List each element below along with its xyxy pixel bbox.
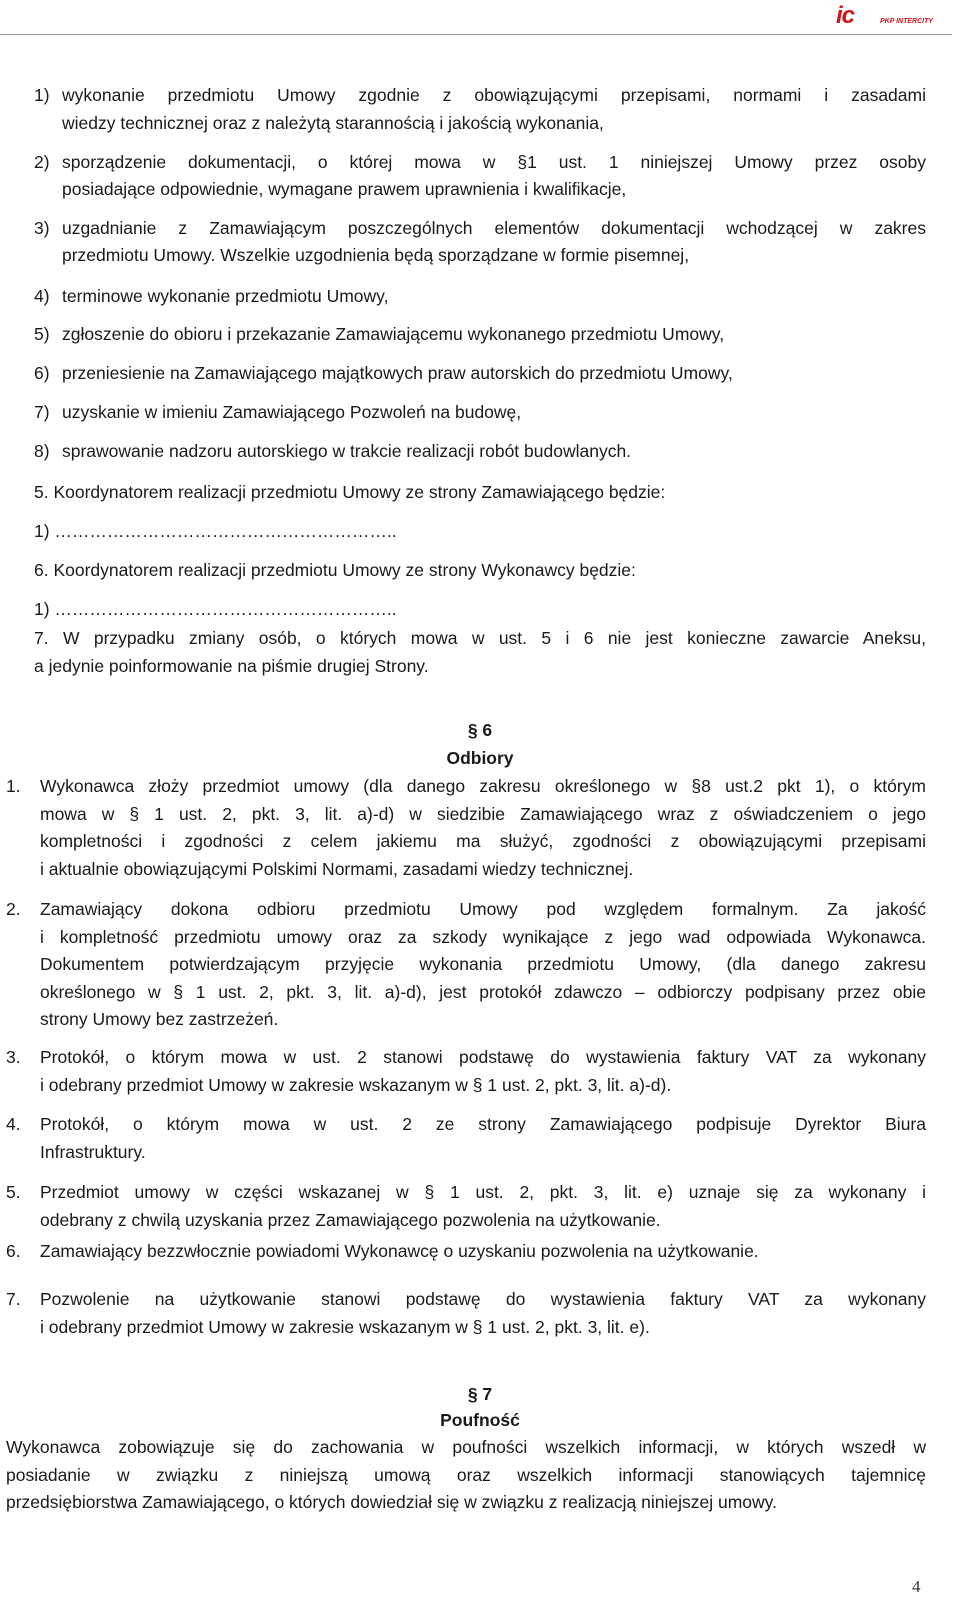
pkp-intercity-logo [836,2,952,32]
paragraph-6: 6. Koordynatorem realizacji przedmiotu Umowy ze strony Wykonawcy będzie: [34,560,636,580]
section-title: Poufność [440,1410,520,1430]
odbiory-item-line: mowa w § 1 ust. 2, pkt. 3, lit. a)-d) w siedzibie Zamawiającego wraz z oświadczeniem o jego [40,803,926,824]
odbiory-item-number: 1. [6,776,21,796]
odbiory-item-number: 3. [6,1047,21,1067]
section-number: § 7 [467,1384,493,1404]
section-title: Odbiory [446,748,514,768]
odbiory-item-line: Dokumentem potwierdzającym przyjęcie wykonania przedmiotu Umowy, (dla danego zakresu [40,954,926,974]
paragraph-7-cont: a jedynie poinformowanie na piśmie drugiej Strony. [34,656,429,676]
odbiory-item-line: i odebrany przedmiot Umowy w zakresie wskazanym w § 1 ust. 2, pkt. 3, lit. a)-d). [40,1074,672,1095]
odbiory-item-line: Infrastruktury. [40,1141,146,1162]
coordinator-placeholder: 1) ………………………………………………….. [34,521,397,541]
logo-mark: ic [836,2,855,29]
confidentiality-text: posiadanie w związku z niniejszą umową oraz wszelkich informacji stanowiących tajemnicę [6,1465,926,1485]
odbiory-item-line: i kompletność przedmiotu umowy oraz za szkody wynikające z jego wad odpowiada Wykonawca. [40,926,926,947]
list-item: 8) sprawowanie nadzoru autorskiego w trakcie realizacji robót budowlanych. [34,441,632,461]
confidentiality-text: Wykonawca zobowiązuje się do zachowania w poufności wszelkich informacji, w których wszedł w [6,1437,926,1457]
list-item: 7) uzyskanie w imieniu Zamawiającego Pozwoleń na budowę, [34,402,522,422]
odbiory-item-line: Pozwolenie na użytkowanie stanowi podstawę do wystawienia faktury VAT za wykonany [40,1289,926,1309]
odbiory-item-line: Przedmiot umowy w części wskazanej w § 1 ust. 2, pkt. 3, lit. e) uznaje się za wykonany i [40,1182,926,1202]
odbiory-item-line: Protokół, o którym mowa w ust. 2 ze strony Zamawiającego podpisuje Dyrektor Biura [40,1114,926,1134]
list-item: 6) przeniesienie na Zamawiającego majątkowych praw autorskich do przedmiotu Umowy, [34,363,733,383]
page-number: 4 [912,1577,921,1596]
list-item: 2) sporządzenie dokumentacji, o której mowa w §1 ust. 1 niniejszej Umowy przez osoby [34,152,926,172]
list-item-cont: posiadające odpowiednie, wymagane prawem uprawnienia i kwalifikacje, [62,179,627,199]
odbiory-item-line: Wykonawca złoży przedmiot umowy (dla danego zakresu określonego w §8 ust.2 pkt 1), o którym [40,776,926,796]
coordinator-placeholder: 1) ………………………………………………….. [34,599,397,619]
odbiory-item-line: odebrany z chwilą uzyskania przez Zamawiającego pozwolenia na użytkowanie. [40,1209,661,1230]
list-item: 4) terminowe wykonanie przedmiotu Umowy, [34,286,389,306]
list-item: 3) uzgadnianie z Zamawiającym poszczególnych elementów dokumentacji wchodzącej w zakres [34,218,926,238]
header-rule [0,34,952,35]
odbiory-item-number: 6. [6,1241,21,1261]
odbiory-item-number: 7. [6,1289,21,1309]
list-item-cont: wiedzy technicznej oraz z należytą starannością i jakością wykonania, [62,113,604,133]
list-item-cont: przedmiotu Umowy. Wszelkie uzgodnienia będą sporządzane w formie pisemnej, [62,245,690,265]
odbiory-item-number: 5. [6,1182,21,1202]
paragraph-5: 5. Koordynatorem realizacji przedmiotu Umowy ze strony Zamawiającego będzie: [34,482,666,502]
odbiory-item-line: strony Umowy bez zastrzeżeń. [40,1009,279,1029]
odbiory-item-line: określonego w § 1 ust. 2, pkt. 3, lit. a)-d), jest protokół zdawczo – odbiorczy podpisany przez obie [40,981,926,1002]
logo-text: PKP INTERCITY [880,18,934,25]
list-item: 5) zgłoszenie do obioru i przekazanie Zamawiającemu wykonanego przedmiotu Umowy, [34,324,725,344]
odbiory-item-line: Zamawiający bezzwłocznie powiadomi Wykonawcę o uzyskaniu pozwolenia na użytkowanie. [40,1241,759,1261]
paragraph-7: 7. W przypadku zmiany osób, o których mowa w ust. 5 i 6 nie jest konieczne zawarcie Aneksu, [34,628,926,648]
confidentiality-text: przedsiębiorstwa Zamawiającego, o których dowiedział się w związku z realizacją niniejszej umowy. [6,1492,777,1512]
list-item: 1) wykonanie przedmiotu Umowy zgodnie z obowiązującymi przepisami, normami i zasadami [34,85,926,105]
odbiory-item-number: 4. [6,1114,21,1134]
odbiory-item-line: kompletności i zgodności z celem jakiemu ma służyć, zgodności z obowiązującymi przepisami [40,831,926,851]
odbiory-item-line: Protokół, o którym mowa w ust. 2 stanowi podstawę do wystawienia faktury VAT za wykonany [40,1047,926,1067]
odbiory-item-line: Zamawiający dokona odbioru przedmiotu Umowy pod względem formalnym. Za jakość [40,899,926,919]
odbiory-item-number: 2. [6,899,21,919]
odbiory-item-line: i odebrany przedmiot Umowy w zakresie wskazanym w § 1 ust. 2, pkt. 3, lit. e). [40,1316,650,1337]
odbiory-item-line: i aktualnie obowiązującymi Polskimi Normami, zasadami wiedzy technicznej. [40,858,634,879]
section-number: § 6 [467,720,493,740]
